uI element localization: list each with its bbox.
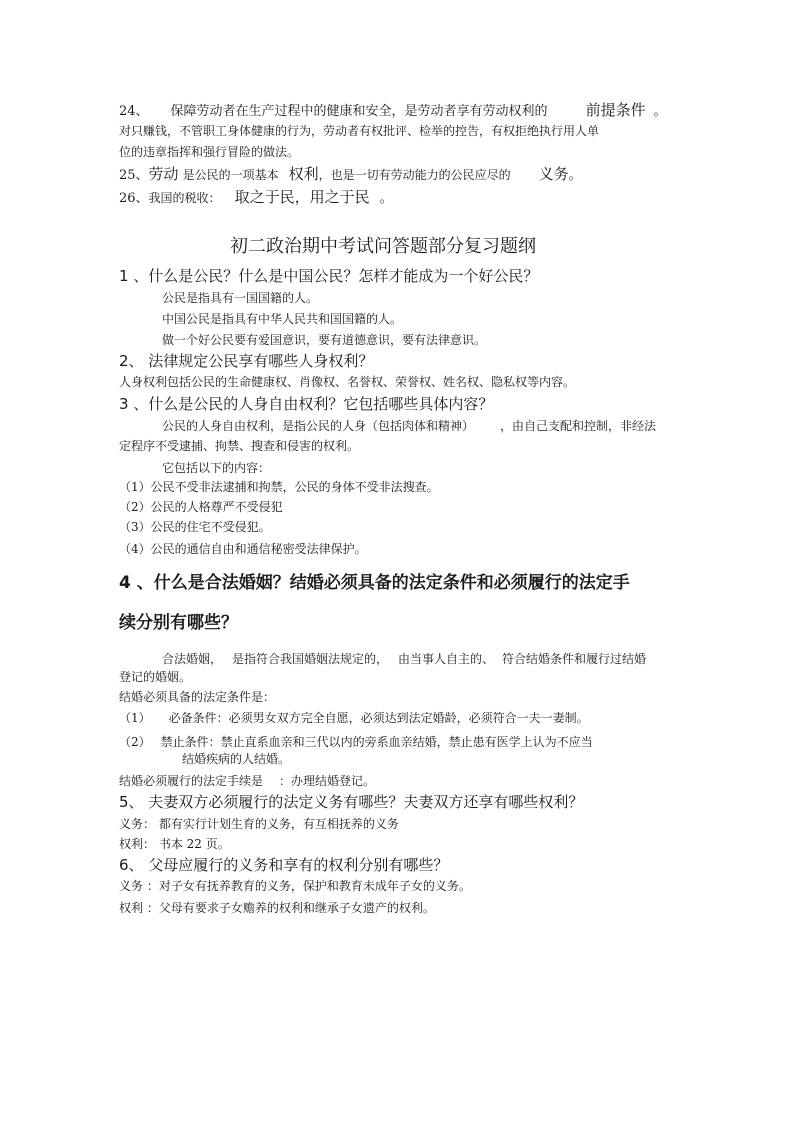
q6-answer1: 义务 ：对子女有抚养教育的义务，保护和教育未成年子女的义务。 (119, 879, 471, 893)
q24-text: 保障劳动者在生产过程中的健康和安全，是劳动者享有劳动权利的 (170, 104, 548, 119)
q1-answer2: 中国公民是指具有中华人民共和国国籍的人。 (162, 312, 403, 326)
q4-answer4b: ：办理结婚登记。 (279, 774, 376, 788)
q3-answer2: 定程序不受逮捕、拘禁、搜查和侵害的权利。 (119, 439, 360, 453)
q24-line2: 对只赚钱，不管职工身体健康的行为，劳动者有权批评、检举的控告，有权拒绝执行用人单 (119, 124, 600, 138)
q24-line1 (119, 103, 667, 118)
q3-heading: 3 、什么是公民的人身自由权利？它包括哪些具体内容？ (119, 395, 494, 413)
q3-answer3: 它包括以下的内容： (162, 461, 271, 475)
q4-answer3: 结婚必须具备的法定条件是： (119, 690, 276, 704)
q1-answer3: 做一个好公民要有爱国意识，要有道德意识，要有法律意识。 (162, 333, 487, 347)
q2-heading: 2、 法律规定公民享有哪些人身权利？ (119, 352, 374, 370)
q6-answer2: 权利 ：父母有要求子女赡养的权利和继承子女遗产的权利。 (119, 901, 435, 915)
q4-answer1b: 是指符合我国婚姻法规定的， (232, 652, 389, 666)
q24-number: 24、 (119, 104, 149, 119)
q25-answer3: 义务 (538, 165, 569, 183)
q4-answer1c: 由当事人自主的、 (398, 652, 495, 666)
q4-condition-2 (119, 736, 593, 748)
q4-heading-line2: 续分别有哪些？ (119, 613, 238, 633)
q3-item-3: （3）公民的住宅不受侵犯。 (119, 520, 271, 534)
q25-text2: ，也是一切有劳动能力的公民应尽的 (318, 168, 511, 182)
q5-answer2: 权利： 书本 22 页。 (119, 837, 230, 851)
q3-answer1 (162, 420, 656, 432)
q3-answer1b: ，由自己支配和控制，非经法 (500, 419, 657, 433)
q5-answer1: 义务： 都有实行计划生育的义务，有互相抚养的义务 (119, 817, 399, 831)
q26-number: 26、 (119, 191, 149, 206)
q1-heading: 1 、什么是公民？什么是中国公民？怎样才能成为一个好公民？ (119, 267, 539, 285)
q4-condition-1 (119, 712, 589, 724)
q25-text1: 是公民的一项基本 (182, 168, 279, 182)
q24-line3: 位的违章指挥和强行冒险的做法。 (119, 145, 300, 159)
q4-condition-1-num: （1） (119, 711, 151, 725)
q26-line (119, 190, 393, 205)
q5-heading: 5、 夫妻双方必须履行的法定义务有哪些？夫妻双方还享有哪些权利？ (119, 793, 584, 811)
q25-line (119, 167, 582, 182)
q4-condition-1-text: 必备条件：必须男女双方完全自愿，必须达到法定婚龄，必须符合一夫一妻制。 (168, 711, 589, 725)
q4-answer1d: 符合结婚条件和履行过结婚 (502, 652, 647, 666)
q4-answer4 (119, 775, 375, 787)
q4-condition-2-num: （2） (119, 735, 151, 749)
q3-item-1: （1）公民不受非法逮捕和拘禁，公民的身体不受非法搜查。 (119, 480, 439, 494)
q25-answer2: 权利 (288, 165, 319, 183)
q3-item-4: （4）公民的通信自由和通信秘密受法律保护。 (119, 542, 367, 556)
q26-text: 我国的税收： (148, 191, 221, 205)
q4-condition-2-text: 禁止条件：禁止直系血亲和三代以内的旁系血亲结婚，禁止患有医学上认为不应当 (160, 735, 593, 749)
q24-answer: 前提条件 (585, 101, 646, 119)
q24-end: 。 (653, 104, 667, 119)
page-title: 初二政治期中考试问答题部分复习题纲 (230, 236, 536, 257)
q3-item-2: （2）公民的人格尊严不受侵犯 (119, 500, 283, 514)
q4-answer1 (162, 653, 646, 665)
q4-heading-line1: 4 、什么是合法婚姻？结婚必须具备的法定条件和必须履行的法定手 (119, 573, 630, 593)
q25-number: 25、 (119, 168, 149, 183)
q4-answer2: 登记的婚姻。 (119, 670, 192, 684)
q1-answer1: 公民是指具有一国国籍的人。 (162, 291, 319, 305)
q25-end: 。 (568, 168, 582, 183)
q6-heading: 6、 父母应履行的义务和享有的权利分别有哪些？ (119, 856, 449, 874)
q25-answer1: 劳动 (148, 165, 179, 183)
q26-answer: 取之于民，用之于民 (234, 188, 370, 206)
q4-condition-2-cont: 结婚疾病的人结婚。 (182, 752, 291, 766)
q4-answer4a: 结婚必须履行的法定手续是 (119, 774, 264, 788)
q3-answer1a: 公民的人身自由权利，是指公民的人身（包括肉体和精神） (162, 419, 475, 433)
q2-answer1: 人身权利包括公民的生命健康权、肖像权、名誉权、荣誉权、姓名权、隐私权等内容。 (119, 375, 576, 389)
q4-answer1a: 合法婚姻， (162, 652, 223, 666)
q26-end: 。 (379, 191, 393, 206)
